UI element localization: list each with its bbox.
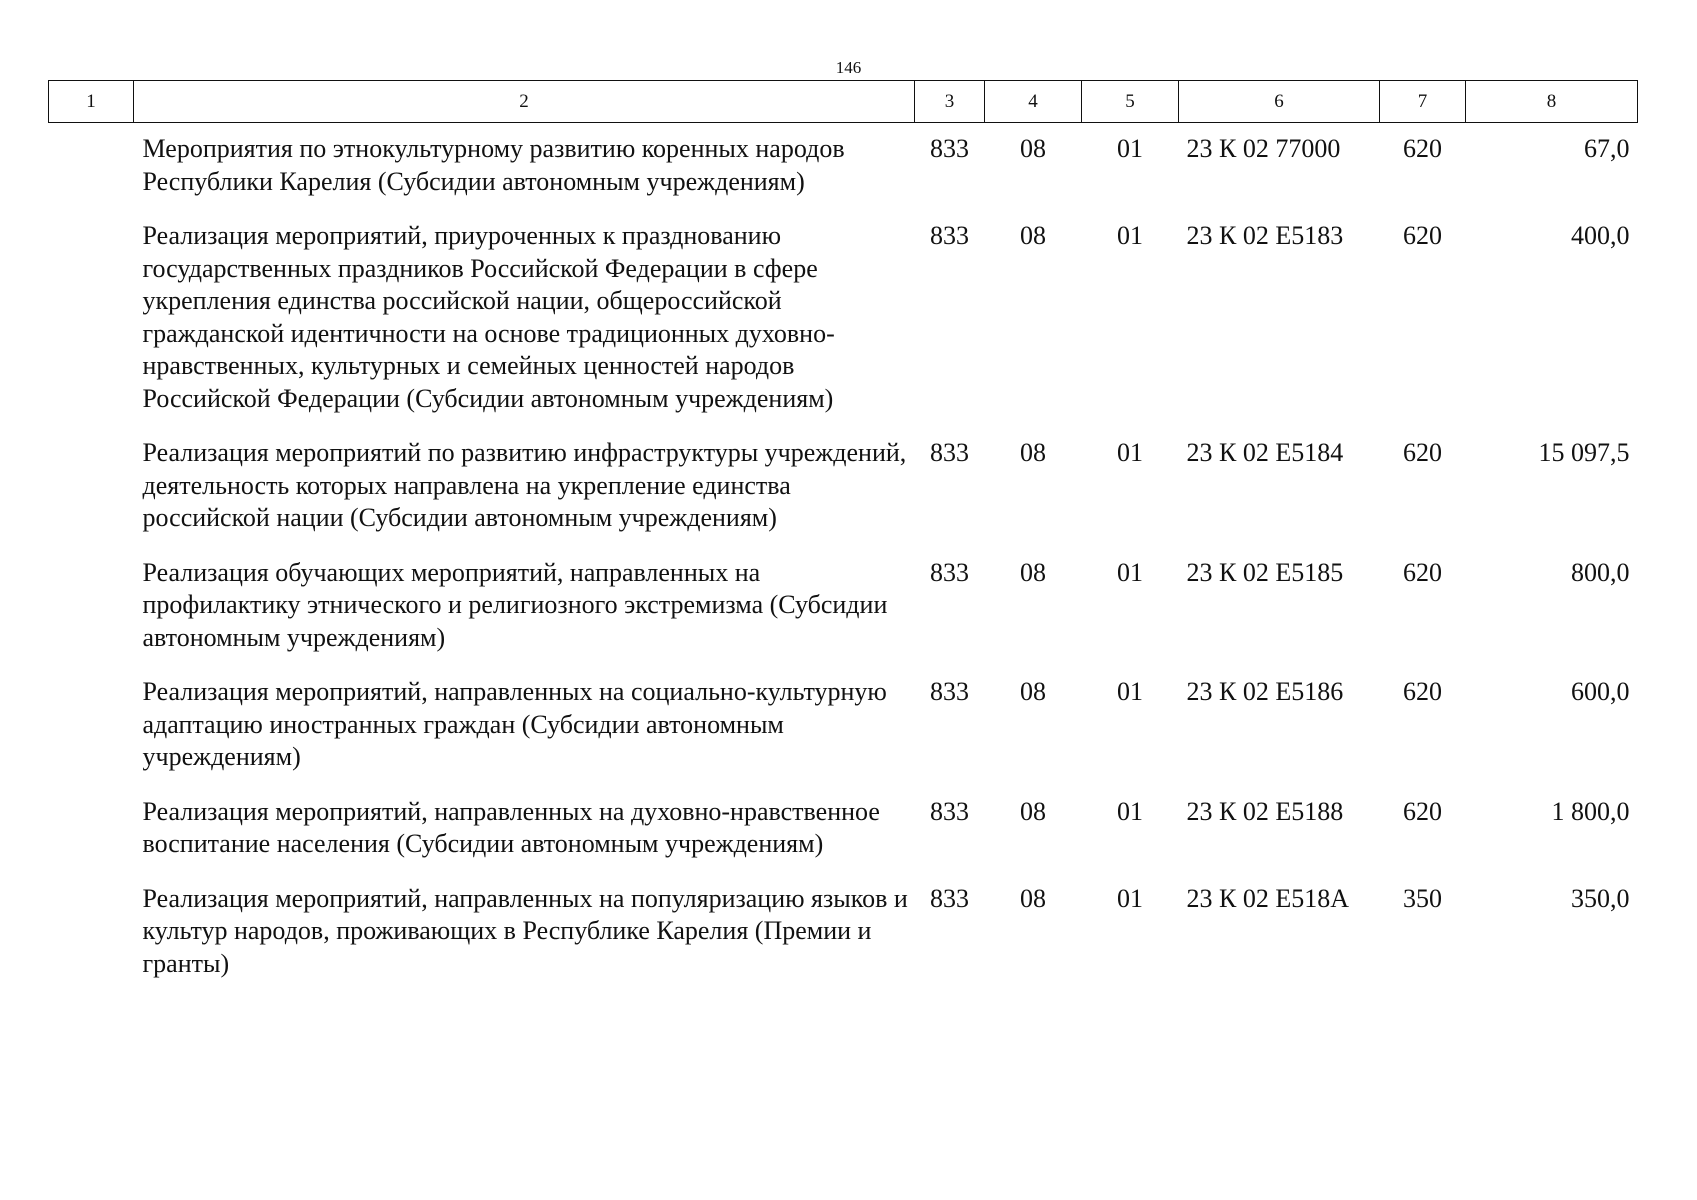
expense-type-code: 620	[1403, 557, 1442, 587]
target-article-code: 23 К 02 Е5184	[1186, 438, 1344, 467]
amount: 600,0	[1571, 677, 1630, 706]
row-index-cell	[49, 123, 134, 211]
expense-type-code: 620	[1403, 134, 1442, 163]
row-index-cell	[49, 666, 134, 786]
section-code: 08	[1020, 796, 1046, 826]
table-body	[49, 123, 1638, 993]
column-header-4: 4	[985, 81, 1082, 123]
expense-name: Реализация обучающих мероприятий, направленных на профилактику этнического и религиозного экстремизма (Субсидии автономным учреждениям)	[142, 557, 888, 652]
expense-name: Реализация мероприятий, направленных на социально-культурную адаптацию иностранных граждан (Субсидии автономным учреждениям)	[142, 677, 887, 771]
amount: 350,0	[1571, 883, 1630, 913]
subsection-code: 01	[1117, 677, 1143, 706]
ministry-code: 833	[930, 557, 969, 587]
ministry-code: 833	[930, 796, 969, 826]
column-header-6: 6	[1179, 81, 1380, 123]
section-code: 08	[1020, 221, 1046, 250]
table-row	[49, 210, 1638, 427]
target-article-code: 23 К 02 Е5185	[1186, 557, 1344, 587]
expense-name: Реализация мероприятий, направленных на популяризацию языков и культур народов, проживающих в Республике Карелия (Премии и гранты)	[142, 883, 908, 978]
table-row	[49, 786, 1638, 873]
row-index-cell	[49, 873, 134, 993]
table-row	[49, 547, 1638, 667]
section-code: 08	[1020, 134, 1046, 163]
section-code: 08	[1020, 557, 1046, 587]
header-row	[49, 81, 1638, 123]
target-article-code: 23 К 02 Е5188	[1186, 796, 1344, 826]
amount: 15 097,5	[1538, 438, 1630, 467]
section-code: 08	[1020, 438, 1046, 467]
column-header-7: 7	[1380, 81, 1466, 123]
ministry-code: 833	[930, 221, 969, 250]
amount: 800,0	[1571, 557, 1630, 587]
expense-type-code: 620	[1403, 438, 1442, 467]
subsection-code: 01	[1117, 883, 1143, 913]
subsection-code: 01	[1117, 221, 1143, 250]
target-article-code: 23 К 02 77000	[1186, 134, 1341, 163]
section-code: 08	[1020, 883, 1046, 913]
table-header	[49, 81, 1638, 123]
budget-table	[48, 80, 1638, 992]
table-row	[49, 427, 1638, 547]
ministry-code: 833	[930, 883, 969, 913]
subsection-code: 01	[1117, 134, 1143, 163]
target-article-code: 23 К 02 Е5183	[1186, 221, 1344, 250]
subsection-code: 01	[1117, 438, 1143, 467]
target-article-code: 23 К 02 Е518А	[1186, 883, 1349, 913]
expense-type-code: 620	[1403, 796, 1442, 826]
column-header-5: 5	[1082, 81, 1179, 123]
table-row	[49, 666, 1638, 786]
subsection-code: 01	[1117, 557, 1143, 587]
expense-name: Реализация мероприятий, направленных на духовно-нравственное воспитание населения (Субсидии автономным учреждениям)	[142, 796, 880, 858]
row-index-cell	[49, 427, 134, 547]
amount: 1 800,0	[1551, 796, 1630, 826]
page-number: 146	[835, 58, 862, 77]
expense-type-code: 350	[1403, 883, 1442, 913]
table-row	[49, 873, 1638, 993]
amount: 67,0	[1584, 134, 1630, 163]
ministry-code: 833	[930, 677, 969, 706]
expense-name: Мероприятия по этнокультурному развитию коренных народов Республики Карелия (Субсидии автономным учреждениям)	[142, 134, 845, 196]
ministry-code: 833	[930, 438, 969, 467]
column-header-8: 8	[1466, 81, 1638, 123]
expense-name: Реализация мероприятий, приуроченных к празднованию государственных праздников Российской Федерации в сфере укрепления единства российской нации, общероссийской гражданской идентичности на основе традиционных духовно-нравственных, культурных и семейных ценностей народов Российской Федерации (Субсидии автономным учреждениям)	[142, 221, 835, 413]
column-header-3: 3	[915, 81, 985, 123]
ministry-code: 833	[930, 134, 969, 163]
subsection-code: 01	[1117, 796, 1143, 826]
column-header-1: 1	[49, 81, 134, 123]
row-index-cell	[49, 547, 134, 667]
expense-type-code: 620	[1403, 221, 1442, 250]
amount: 400,0	[1571, 221, 1630, 250]
expense-name: Реализация мероприятий по развитию инфраструктуры учреждений, деятельность которых направлена на укрепление единства российской нации (Субсидии автономным учреждениям)	[142, 438, 907, 532]
column-header-2: 2	[134, 81, 915, 123]
row-index-cell	[49, 210, 134, 427]
target-article-code: 23 К 02 Е5186	[1186, 677, 1344, 706]
table-row	[49, 123, 1638, 211]
row-index-cell	[49, 786, 134, 873]
expense-type-code: 620	[1403, 677, 1442, 706]
section-code: 08	[1020, 677, 1046, 706]
